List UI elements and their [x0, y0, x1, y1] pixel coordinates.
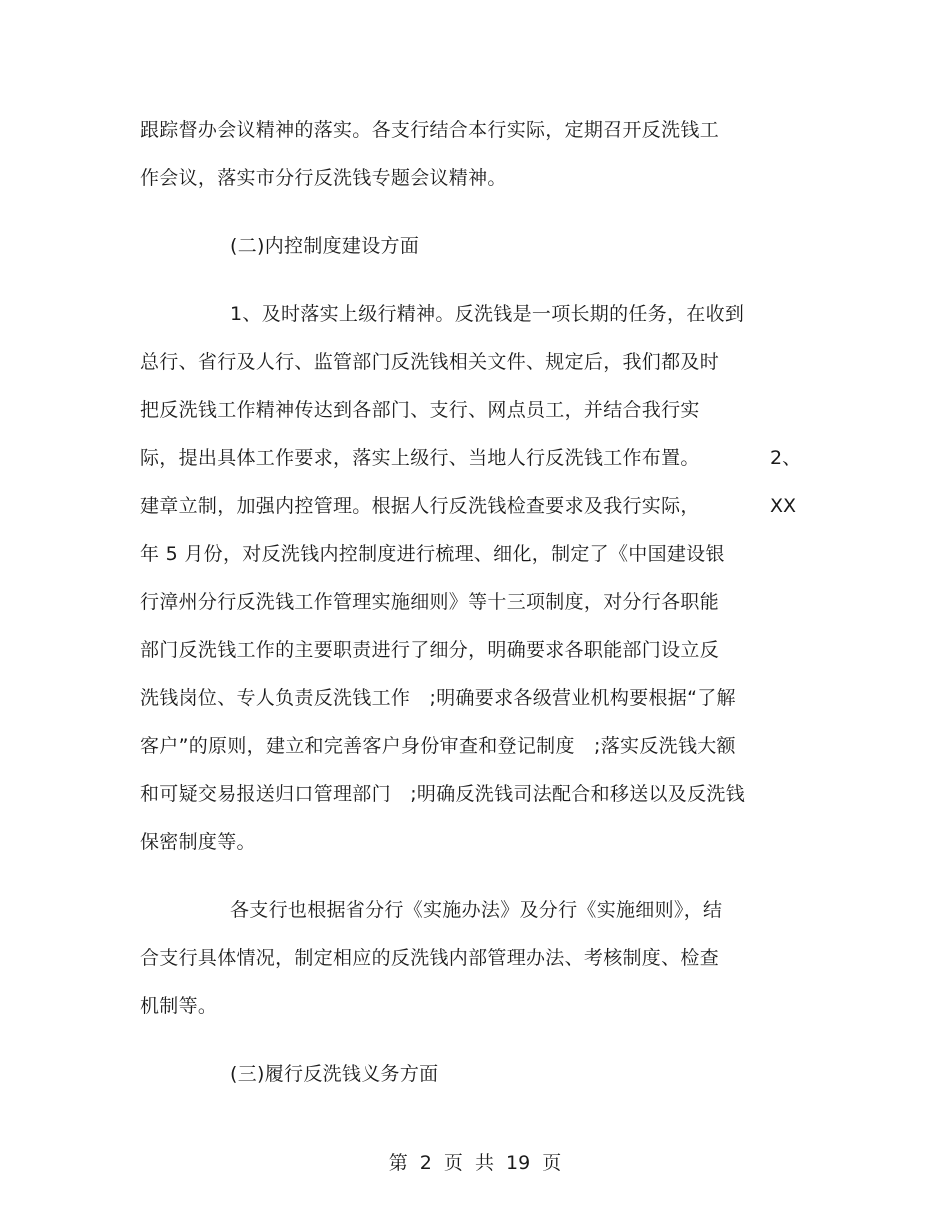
paragraph-line: 洗钱岗位、专人负责反洗钱工作 ;明确要求各级营业机构要根据“了解: [140, 687, 736, 709]
paragraph-line: 1、及时落实上级行精神。反洗钱是一项长期的任务，在收到: [230, 303, 745, 325]
paragraph-line: 年 5 月份，对反洗钱内控制度进行梳理、细化，制定了《中国建设银: [140, 543, 725, 565]
paragraph-line: 和可疑交易报送归口管理部门 ;明确反洗钱司法配合和移送以及反洗钱: [140, 783, 746, 805]
year-placeholder: XX: [770, 495, 797, 517]
paragraph-line: 际，提出具体工作要求，落实上级行、当地人行反洗钱工作布置。: [140, 447, 700, 469]
page-number-footer: 第 2 页 共 19 页: [388, 1152, 562, 1174]
paragraph-line: 客户”的原则，建立和完善客户身份审查和登记制度 ;落实反洗钱大额: [140, 735, 736, 757]
paragraph-line: 行漳州分行反洗钱工作管理实施细则》等十三项制度，对分行各职能: [140, 591, 720, 613]
paragraph-line: 跟踪督办会议精神的落实。各支行结合本行实际，定期召开反洗钱工: [140, 119, 720, 141]
paragraph-line: 把反洗钱工作精神传达到各部门、支行、网点员工，并结合我行实: [140, 399, 700, 421]
section-heading: (二)内控制度建设方面: [230, 235, 420, 257]
paragraph-line: 建章立制，加强内控管理。根据人行反洗钱检查要求及我行实际，: [140, 495, 700, 517]
paragraph-line: 机制等。: [140, 995, 218, 1017]
list-number: 2、: [770, 447, 802, 469]
paragraph-line: 部门反洗钱工作的主要职责进行了细分，明确要求各职能部门设立反: [140, 639, 720, 661]
paragraph-line: 保密制度等。: [140, 831, 256, 853]
section-heading: (三)履行反洗钱义务方面: [230, 1063, 439, 1085]
paragraph-line: 作会议，落实市分行反洗钱专题会议精神。: [140, 167, 507, 189]
paragraph-line: 各支行也根据省分行《实施办法》及分行《实施细则》，结: [230, 899, 723, 921]
paragraph-line: 合支行具体情况，制定相应的反洗钱内部管理办法、考核制度、检查: [140, 947, 720, 969]
paragraph-line: 总行、省行及人行、监管部门反洗钱相关文件、规定后，我们都及时: [140, 351, 720, 373]
